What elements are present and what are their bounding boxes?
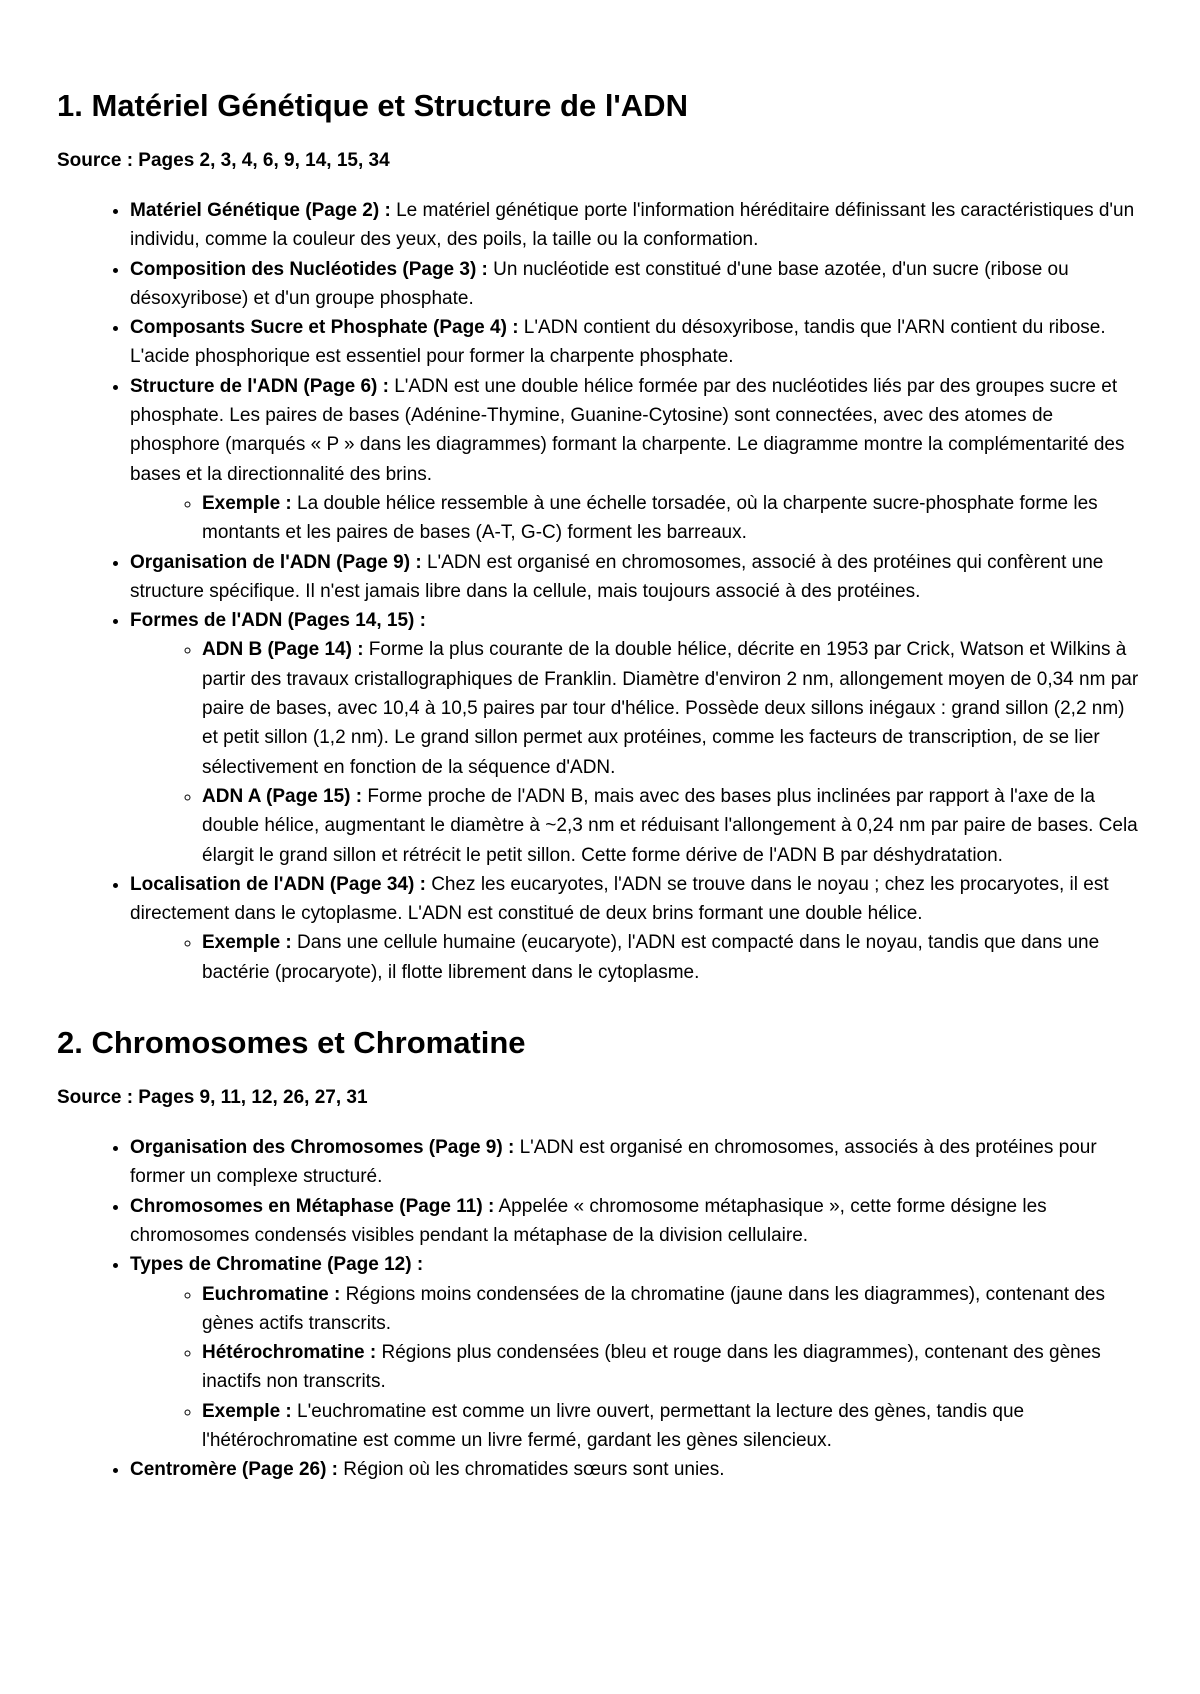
- sub-list: [130, 1280, 1140, 1456]
- item-text: La double hélice ressemble à une échelle torsadée, où la charpente sucre-phosphate forme les montants et les paires de bases (A-T, G-C) forment les barreaux.: [202, 492, 1098, 544]
- section-source: Source : Pages 2, 3, 4, 6, 9, 14, 15, 34: [57, 150, 390, 171]
- list-item: [130, 1133, 1140, 1192]
- sub-list-item: [202, 1338, 1140, 1397]
- item-label: Exemple :: [202, 1400, 292, 1422]
- item-text: Appelée « chromosome métaphasique », cette forme désigne les chromosomes condensés visibles pendant la métaphase de la division cellulaire.: [130, 1195, 1047, 1246]
- item-text: Forme la plus courante de la double hélice, décrite en 1953 par Crick, Watson et Wilkins à partir des travaux cristallographiques de Franklin. Diamètre d'environ 2 nm, allongement moyen de 0,34 nm par paire de bases, avec 10,4 à 10,5 paires par tour d'hélice. Possède deux sillons inégaux : grand sillon (2,2 nm) et petit sillon (1,2 nm). Le grand sillon permet aux protéines, comme les facteurs de transcription, de se lier sélectivement en fonction de la séquence d'ADN.: [202, 639, 1139, 778]
- item-label: Organisation de l'ADN (Page 9) :: [130, 551, 422, 573]
- item-text: L'ADN est organisé en chromosomes, associé à des protéines qui confèrent une structure spécifique. Il n'est jamais libre dans la cellule, mais toujours associé à des protéines.: [130, 551, 1104, 602]
- item-text: Régions moins condensées de la chromatine (jaune dans les diagrammes), contenant des gènes actifs transcrits.: [202, 1283, 1105, 1334]
- list-item: [130, 1192, 1140, 1251]
- item-text: L'euchromatine est comme un livre ouvert, permettant la lecture des gènes, tandis que l'hétérochromatine est comme un livre fermé, gardant les gènes silencieux.: [202, 1400, 1025, 1451]
- list-item: [130, 548, 1140, 607]
- sub-list: [130, 489, 1140, 548]
- item-label: ADN B (Page 14) :: [202, 639, 364, 661]
- item-text: Chez les eucaryotes, l'ADN se trouve dans le noyau ; chez les procaryotes, il est directement dans le cytoplasme. L'ADN est constitué de deux brins formant une double hélice.: [130, 873, 1109, 925]
- item-label: Types de Chromatine (Page 12) :: [130, 1254, 424, 1276]
- item-label: Exemple :: [202, 492, 292, 514]
- list-item: [130, 255, 1140, 314]
- item-label: Chromosomes en Métaphase (Page 11) :: [130, 1195, 495, 1217]
- list-item: [130, 1250, 1140, 1455]
- item-text: Forme proche de l'ADN B, mais avec des bases plus inclinées par rapport à l'axe de la double hélice, augmentant le diamètre à ~2,3 nm et réduisant l'allongement à 0,24 nm par paire de bases. Cela élargit le grand sillon et rétrécit le petit sillon. Cette forme dérive de l'ADN B par déshydratation.: [202, 785, 1138, 866]
- item-text: Un nucléotide est constitué d'une base azotée, d'un sucre (ribose ou désoxyribose) et d'un groupe phosphate.: [130, 258, 1069, 309]
- item-label: ADN A (Page 15) :: [202, 785, 363, 807]
- item-text: L'ADN est une double hélice formée par des nucléotides liés par des groupes sucre et phosphate. Les paires de bases (Adénine-Thymine, Guanine-Cytosine) sont connectées, avec des atomes de phosphore (marqués « P » dans les diagrammes) formant la charpente. Le diagramme montre la complémentarité des bases et la directionnalité des brins.: [130, 375, 1125, 485]
- sub-list-item: [202, 928, 1140, 987]
- item-text: Le matériel génétique porte l'information héréditaire définissant les caractéristiques d'un individu, comme la couleur des yeux, des poils, la taille ou la conformation.: [130, 200, 1135, 251]
- section-title: 1. Matériel Génétique et Structure de l'ADN: [57, 88, 688, 123]
- section-1: [57, 86, 1140, 987]
- item-label: Structure de l'ADN (Page 6) :: [130, 375, 389, 397]
- item-label: Centromère (Page 26) :: [130, 1459, 339, 1481]
- list-item: [130, 196, 1140, 255]
- item-text: Région où les chromatides sœurs sont unies.: [338, 1459, 725, 1481]
- item-label: Euchromatine :: [202, 1283, 341, 1305]
- list-item: [130, 870, 1140, 987]
- sub-list-item: [202, 635, 1140, 781]
- list-item: [130, 606, 1140, 870]
- item-label: Formes de l'ADN (Pages 14, 15) :: [130, 610, 426, 632]
- item-label: Localisation de l'ADN (Page 34) :: [130, 873, 426, 895]
- item-label: Composition des Nucléotides (Page 3) :: [130, 258, 488, 280]
- section-title: 2. Chromosomes et Chromatine: [57, 1025, 526, 1061]
- item-label: Organisation des Chromosomes (Page 9) :: [130, 1137, 515, 1159]
- item-label: Matériel Génétique (Page 2) :: [130, 200, 391, 221]
- item-label: Composants Sucre et Phosphate (Page 4) :: [130, 317, 519, 339]
- bullet-list: [57, 196, 1140, 987]
- item-text: L'ADN est organisé en chromosomes, associés à des protéines pour former un complexe structuré.: [130, 1137, 1097, 1188]
- section-source: Source : Pages 9, 11, 12, 26, 27, 31: [57, 1087, 368, 1109]
- list-item: [130, 1455, 1140, 1484]
- sub-list-item: [202, 782, 1140, 870]
- section-2: [57, 1023, 1140, 1485]
- sub-list-item: [202, 489, 1140, 548]
- item-text: Régions plus condensées (bleu et rouge dans les diagrammes), contenant des gènes inactifs non transcrits.: [202, 1342, 1101, 1393]
- sub-list: [130, 928, 1140, 987]
- item-label: Exemple :: [202, 932, 292, 954]
- item-text: L'ADN contient du désoxyribose, tandis que l'ARN contient du ribose. L'acide phosphorique est essentiel pour former la charpente phosphate.: [130, 317, 1106, 368]
- list-item: [130, 313, 1140, 372]
- sub-list: [130, 635, 1140, 869]
- sub-list-item: [202, 1280, 1140, 1339]
- item-label: Hétérochromatine :: [202, 1342, 377, 1364]
- sub-list-item: [202, 1397, 1140, 1456]
- list-item: [130, 372, 1140, 548]
- bullet-list: [57, 1133, 1140, 1485]
- item-text: Dans une cellule humaine (eucaryote), l'ADN est compacté dans le noyau, tandis que dans une bactérie (procaryote), il flotte librement dans le cytoplasme.: [202, 932, 1100, 983]
